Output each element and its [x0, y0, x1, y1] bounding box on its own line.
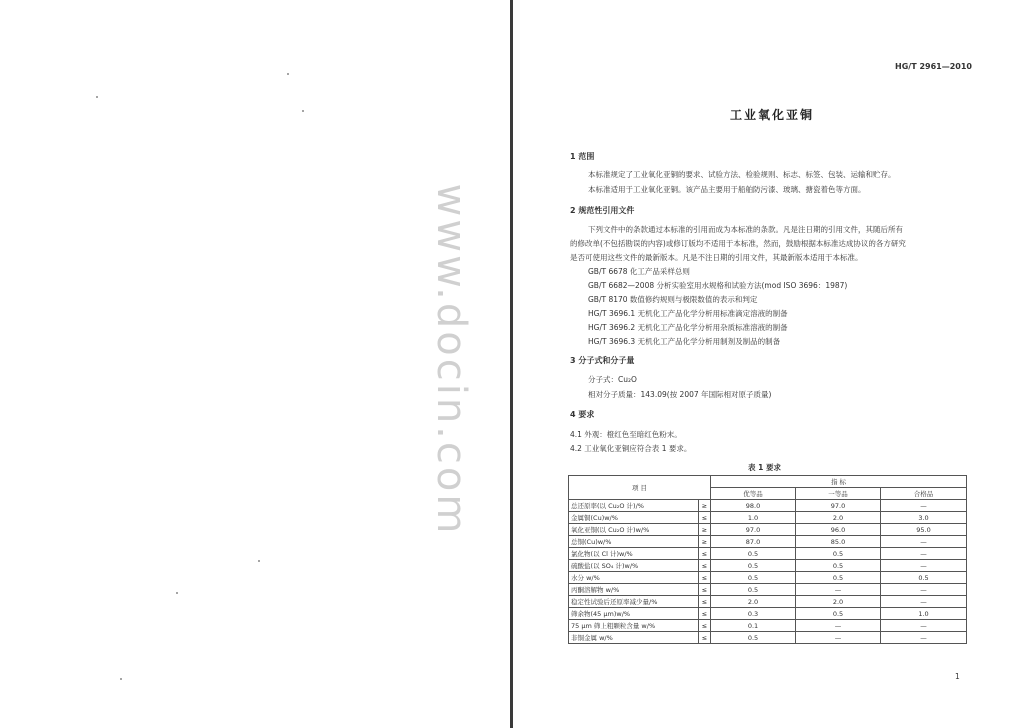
table-row [569, 596, 967, 608]
cell-value: 0.5 [711, 560, 796, 572]
cell-sym: ≤ [699, 632, 711, 644]
table-row [569, 620, 967, 632]
table-caption: 表 1 要求 [748, 463, 781, 472]
section-1-para-1: 本标准规定了工业氧化亚铜的要求、试验方法、检验规则、标志、标签、包装、运输和贮存。 [588, 170, 896, 179]
section-4-1: 4.1 外观：橙红色至暗红色粉末。 [570, 430, 682, 439]
cell-value: 0.5 [711, 632, 796, 644]
cell-value: 0.1 [711, 620, 796, 632]
cell-item: 水分 w/% [569, 572, 699, 584]
cell-value: — [881, 560, 967, 572]
section-2-para-3: 是否可使用这些文件的最新版本。凡是不注日期的引用文件，其最新版本适用于本标准。 [570, 253, 863, 262]
cell-value: 0.5 [711, 584, 796, 596]
cell-sym: ≤ [699, 560, 711, 572]
table-row [569, 500, 967, 512]
header-item: 项 目 [569, 476, 711, 500]
section-1-para-2: 本标准适用于工业氧化亚铜。该产品主要用于船舶防污漆、玻璃、搪瓷着色等方面。 [588, 185, 866, 194]
cell-value: 0.5 [711, 572, 796, 584]
table-row [569, 560, 967, 572]
cell-item: 75 μm 筛上粗颗粒含量 w/% [569, 620, 699, 632]
cell-sym: ≤ [699, 620, 711, 632]
molecular-mass: 相对分子质量：143.09(按 2007 年国际相对原子质量) [588, 390, 772, 399]
cell-item: 硫酸盐(以 SO₄ 计)w/% [569, 560, 699, 572]
cell-sym: ≤ [699, 584, 711, 596]
cell-item: 金属铜(Cu)w/% [569, 512, 699, 524]
section-2-heading: 2 规范性引用文件 [570, 206, 635, 215]
cell-value: 0.5 [796, 608, 881, 620]
reference-item: HG/T 3696.2 无机化工产品化学分析用杂质标准溶液的制备 [588, 323, 788, 332]
scan-speck [287, 73, 289, 75]
cell-value: 87.0 [711, 536, 796, 548]
cell-value: — [881, 632, 967, 644]
cell-value: 2.0 [711, 596, 796, 608]
table-row [569, 512, 967, 524]
table-row [569, 548, 967, 560]
cell-sym: ≤ [699, 512, 711, 524]
cell-sym: ≤ [699, 572, 711, 584]
cell-value: — [881, 596, 967, 608]
cell-value: 2.0 [796, 512, 881, 524]
section-2-para-2: 的修改单(不包括勘误的内容)或修订版均不适用于本标准，然而，鼓励根据本标准达成协议的各方研究 [570, 239, 906, 248]
cell-sym: ≤ [699, 596, 711, 608]
cell-value: 1.0 [711, 512, 796, 524]
header-index: 指 标 [711, 476, 967, 488]
table-row [569, 608, 967, 620]
cell-value: 2.0 [796, 596, 881, 608]
reference-item: GB/T 6678 化工产品采样总则 [588, 267, 690, 276]
cell-sym: ≤ [699, 608, 711, 620]
cell-value: 0.3 [711, 608, 796, 620]
reference-item: GB/T 8170 数值修约规则与极限数值的表示和判定 [588, 295, 758, 304]
section-2-para-1: 下列文件中的条款通过本标准的引用而成为本标准的条款。凡是注日期的引用文件，其随后所有 [588, 225, 903, 234]
cell-value: — [881, 536, 967, 548]
reference-item: HG/T 3696.1 无机化工产品化学分析用标准滴定溶液的制备 [588, 309, 788, 318]
table-header-row [569, 476, 967, 488]
table-row [569, 584, 967, 596]
cell-value: — [796, 632, 881, 644]
table-row [569, 632, 967, 644]
scan-speck [96, 96, 98, 98]
reference-item: GB/T 6682—2008 分析实验室用水规格和试验方法(mod ISO 3696：1987) [588, 281, 848, 290]
reference-item: HG/T 3696.3 无机化工产品化学分析用制剂及制品的制备 [588, 337, 781, 346]
table-row [569, 524, 967, 536]
section-4-2: 4.2 工业氧化亚铜应符合表 1 要求。 [570, 444, 692, 453]
cell-value: — [881, 584, 967, 596]
scan-speck [258, 560, 260, 562]
cell-sym: ≤ [699, 548, 711, 560]
cell-item: 丙酮溶解物 w/% [569, 584, 699, 596]
cell-value: 97.0 [711, 524, 796, 536]
cell-value: 0.5 [711, 548, 796, 560]
cell-item: 筛余物(45 μm)w/% [569, 608, 699, 620]
scan-speck [302, 110, 304, 112]
cell-value: — [796, 620, 881, 632]
cell-value: 95.0 [881, 524, 967, 536]
cell-value: 0.5 [881, 572, 967, 584]
cell-sym: ≥ [699, 500, 711, 512]
header-grade: 一等品 [796, 488, 881, 500]
cell-item: 稳定性试验后还原率减少量/% [569, 596, 699, 608]
header-grade: 合格品 [881, 488, 967, 500]
table-row [569, 536, 967, 548]
cell-item: 总还原率(以 Cu₂O 计)/% [569, 500, 699, 512]
scan-speck [176, 592, 178, 594]
cell-item: 氧化亚铜(以 Cu₂O 计)w/% [569, 524, 699, 536]
cell-value: 0.5 [796, 560, 881, 572]
cell-value: 85.0 [796, 536, 881, 548]
section-1-heading: 1 范围 [570, 152, 595, 161]
cell-value: 96.0 [796, 524, 881, 536]
cell-value: — [881, 548, 967, 560]
standard-code: HG/T 2961—2010 [895, 62, 972, 71]
cell-sym: ≥ [699, 536, 711, 548]
cell-value: 0.5 [796, 572, 881, 584]
header-grade: 优等品 [711, 488, 796, 500]
molecular-formula: 分子式：Cu₂O [588, 375, 637, 384]
cell-item: 非铜金属 w/% [569, 632, 699, 644]
scan-speck [120, 678, 122, 680]
requirements-table [568, 475, 967, 644]
document-title: 工业氧化亚铜 [730, 108, 815, 122]
cell-value: 98.0 [711, 500, 796, 512]
cell-sym: ≥ [699, 524, 711, 536]
cell-value: 0.5 [796, 548, 881, 560]
cell-value: 1.0 [881, 608, 967, 620]
section-4-heading: 4 要求 [570, 410, 595, 419]
cell-value: — [881, 500, 967, 512]
section-3-heading: 3 分子式和分子量 [570, 356, 635, 365]
cell-value: 3.0 [881, 512, 967, 524]
cell-value: — [796, 584, 881, 596]
page-number: 1 [955, 672, 960, 681]
cell-value: — [881, 620, 967, 632]
cell-item: 总铜(Cu)w/% [569, 536, 699, 548]
cell-value: 97.0 [796, 500, 881, 512]
watermark-text: www.docin.com [428, 183, 474, 537]
table-row [569, 572, 967, 584]
cell-item: 氯化物(以 Cl 计)w/% [569, 548, 699, 560]
